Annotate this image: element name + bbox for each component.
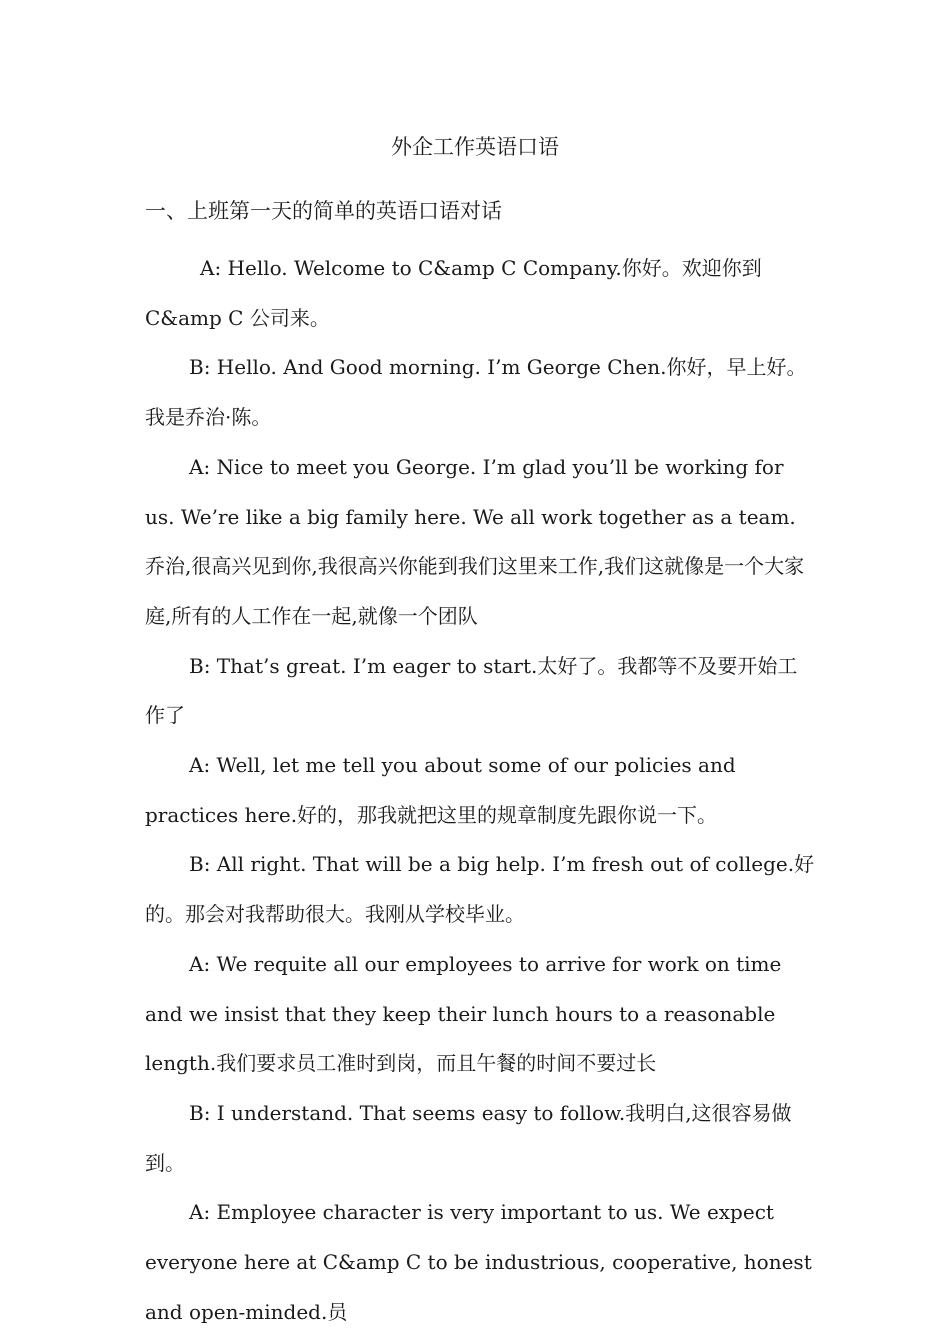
dialogue-paragraph: A: Employee character is very important to us. We expect everyone here at C&amp C to be industrious, cooperative, honest and open-minded.员: [145, 1200, 812, 1324]
dialogue-body: [145, 244, 815, 1337]
dialogue-paragraph: B: Hello. And Good morning. I’m George Chen.你好，早上好。我是乔治·陈。: [145, 355, 807, 430]
dialogue-paragraph: B: That’s great. I’m eager to start.太好了。我都等不及要开始工作了: [145, 653, 798, 728]
dialogue-paragraph: B: All right. That will be a big help. I’m fresh out of college.好的。那会对我帮助很大。我刚从学校毕业。: [145, 852, 815, 927]
dialogue-paragraph: B: I understand. That seems easy to follow.我明白,这很容易做到。: [145, 1100, 792, 1175]
dialogue-paragraph: A: Well, let me tell you about some of our policies and practices here.好的，那我就把这里的规章制度先跟你说一下。: [145, 753, 736, 827]
section-heading: 一、上班第一天的简单的英语口语对话: [145, 199, 502, 223]
document-title: 外企工作英语口语: [391, 135, 559, 159]
dialogue-paragraph: A: Nice to meet you George. I’m glad you’ll be working for us. We’re like a big family here. We all work together as a team.乔治,很高兴见到你,我很高兴你能到我们这里来工作,我们这就像是一个大家庭,所有的人工作在一起,就像一个团队: [145, 454, 805, 628]
dialogue-paragraph: A: Hello. Welcome to C&amp C Company.你好。欢迎你到 C&amp C 公司来。: [145, 256, 762, 330]
dialogue-paragraph: A: We requite all our employees to arrive for work on time and we insist that they keep their lunch hours to a reasonable length.我们要求员工准时到岗，而且午餐的时间不要过长: [145, 951, 782, 1076]
